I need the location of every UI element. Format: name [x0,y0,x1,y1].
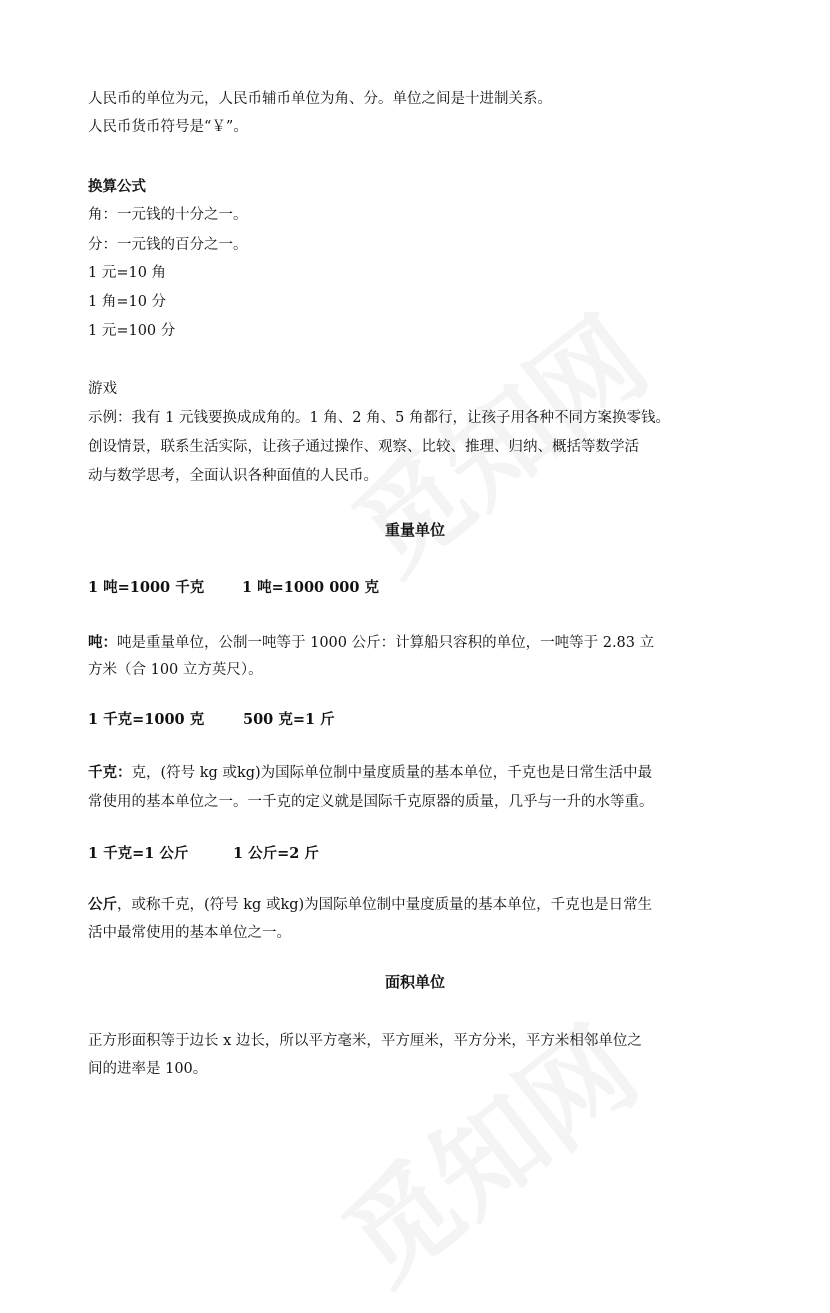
weight-jin-equation-b: 500 克=1 斤 [243,711,335,728]
ton-description-text: 吨是重量单位，公制一吨等于 1000 公斤：计算船只容积的单位，一吨等于 2.83 立 [117,635,655,651]
formula-equation-1: 1 元=10 角 [88,265,167,281]
area-line-1: 正方形面积等于边长 x 边长，所以平方毫米，平方厘米，平方分米，平方米相邻单位之 [88,1033,642,1049]
ton-description-line-2: 方米（合 100 立方英尺）。 [88,662,263,678]
game-line-3: 动与数学思考，全面认识各种面值的人民币。 [88,468,378,484]
kg-term: 千克： [88,764,132,781]
kg-description-text: 克，(符号 kg 或kg)为国际单位制中量度质量的基本单位，千克也是日常生活中最 [131,765,653,781]
weight-ton-equation-a: 1 吨=1000 千克 [88,579,205,596]
kg-description-line-1 [88,763,652,783]
intro-line-2: 人民币货币符号是“￥”。 [88,119,248,135]
area-line-2: 间的进率是 100。 [88,1061,208,1077]
kg-description-line-2: 常使用的基本单位之一。一千克的定义就是国际千克原器的质量，几乎与一升的水等重。 [88,794,654,810]
game-line-1: 示例：我有 1 元钱要换成成角的。1 角、2 角、5 角都行，让孩子用各种不同方案换零钱。 [88,410,670,426]
gongjin-description-text: ，或称千克，(符号 kg 或kg)为国际单位制中量度质量的基本单位，千克也是日常生 [117,897,653,913]
gongjin-term: 公斤 [88,896,117,913]
gongjin-description-line-2: 活中最常使用的基本单位之一。 [88,925,291,941]
formula-fen-definition: 分：一元钱的百分之一。 [88,237,248,253]
area-section-title: 面积单位 [384,973,445,991]
intro-line-1: 人民币的单位为元，人民币辅币单位为角、分。单位之间是十进制关系。 [88,91,552,107]
weight-section-title: 重量单位 [384,521,445,539]
game-line-2: 创设情景，联系生活实际，让孩子通过操作、观察、比较、推理、归纳、概括等数学活 [88,439,639,455]
gongjin-description-line-1 [88,895,652,915]
ton-description-line-1 [88,633,654,653]
formula-jiao-definition: 角：一元钱的十分之一。 [88,207,248,223]
weight-kg-equation-a: 1 千克=1000 克 [88,711,205,728]
formula-heading: 换算公式 [88,178,146,195]
ton-term: 吨： [88,634,117,651]
formula-equation-3: 1 元=100 分 [88,323,176,339]
weight-ton-equation-b: 1 吨=1000 000 克 [242,579,380,596]
game-heading: 游戏 [88,381,117,397]
weight-gongjin-equation-a: 1 千克=1 公斤 [88,845,189,862]
formula-equation-2: 1 角=10 分 [88,294,167,310]
weight-gongjin-equation-b: 1 公斤=2 斤 [233,845,319,862]
